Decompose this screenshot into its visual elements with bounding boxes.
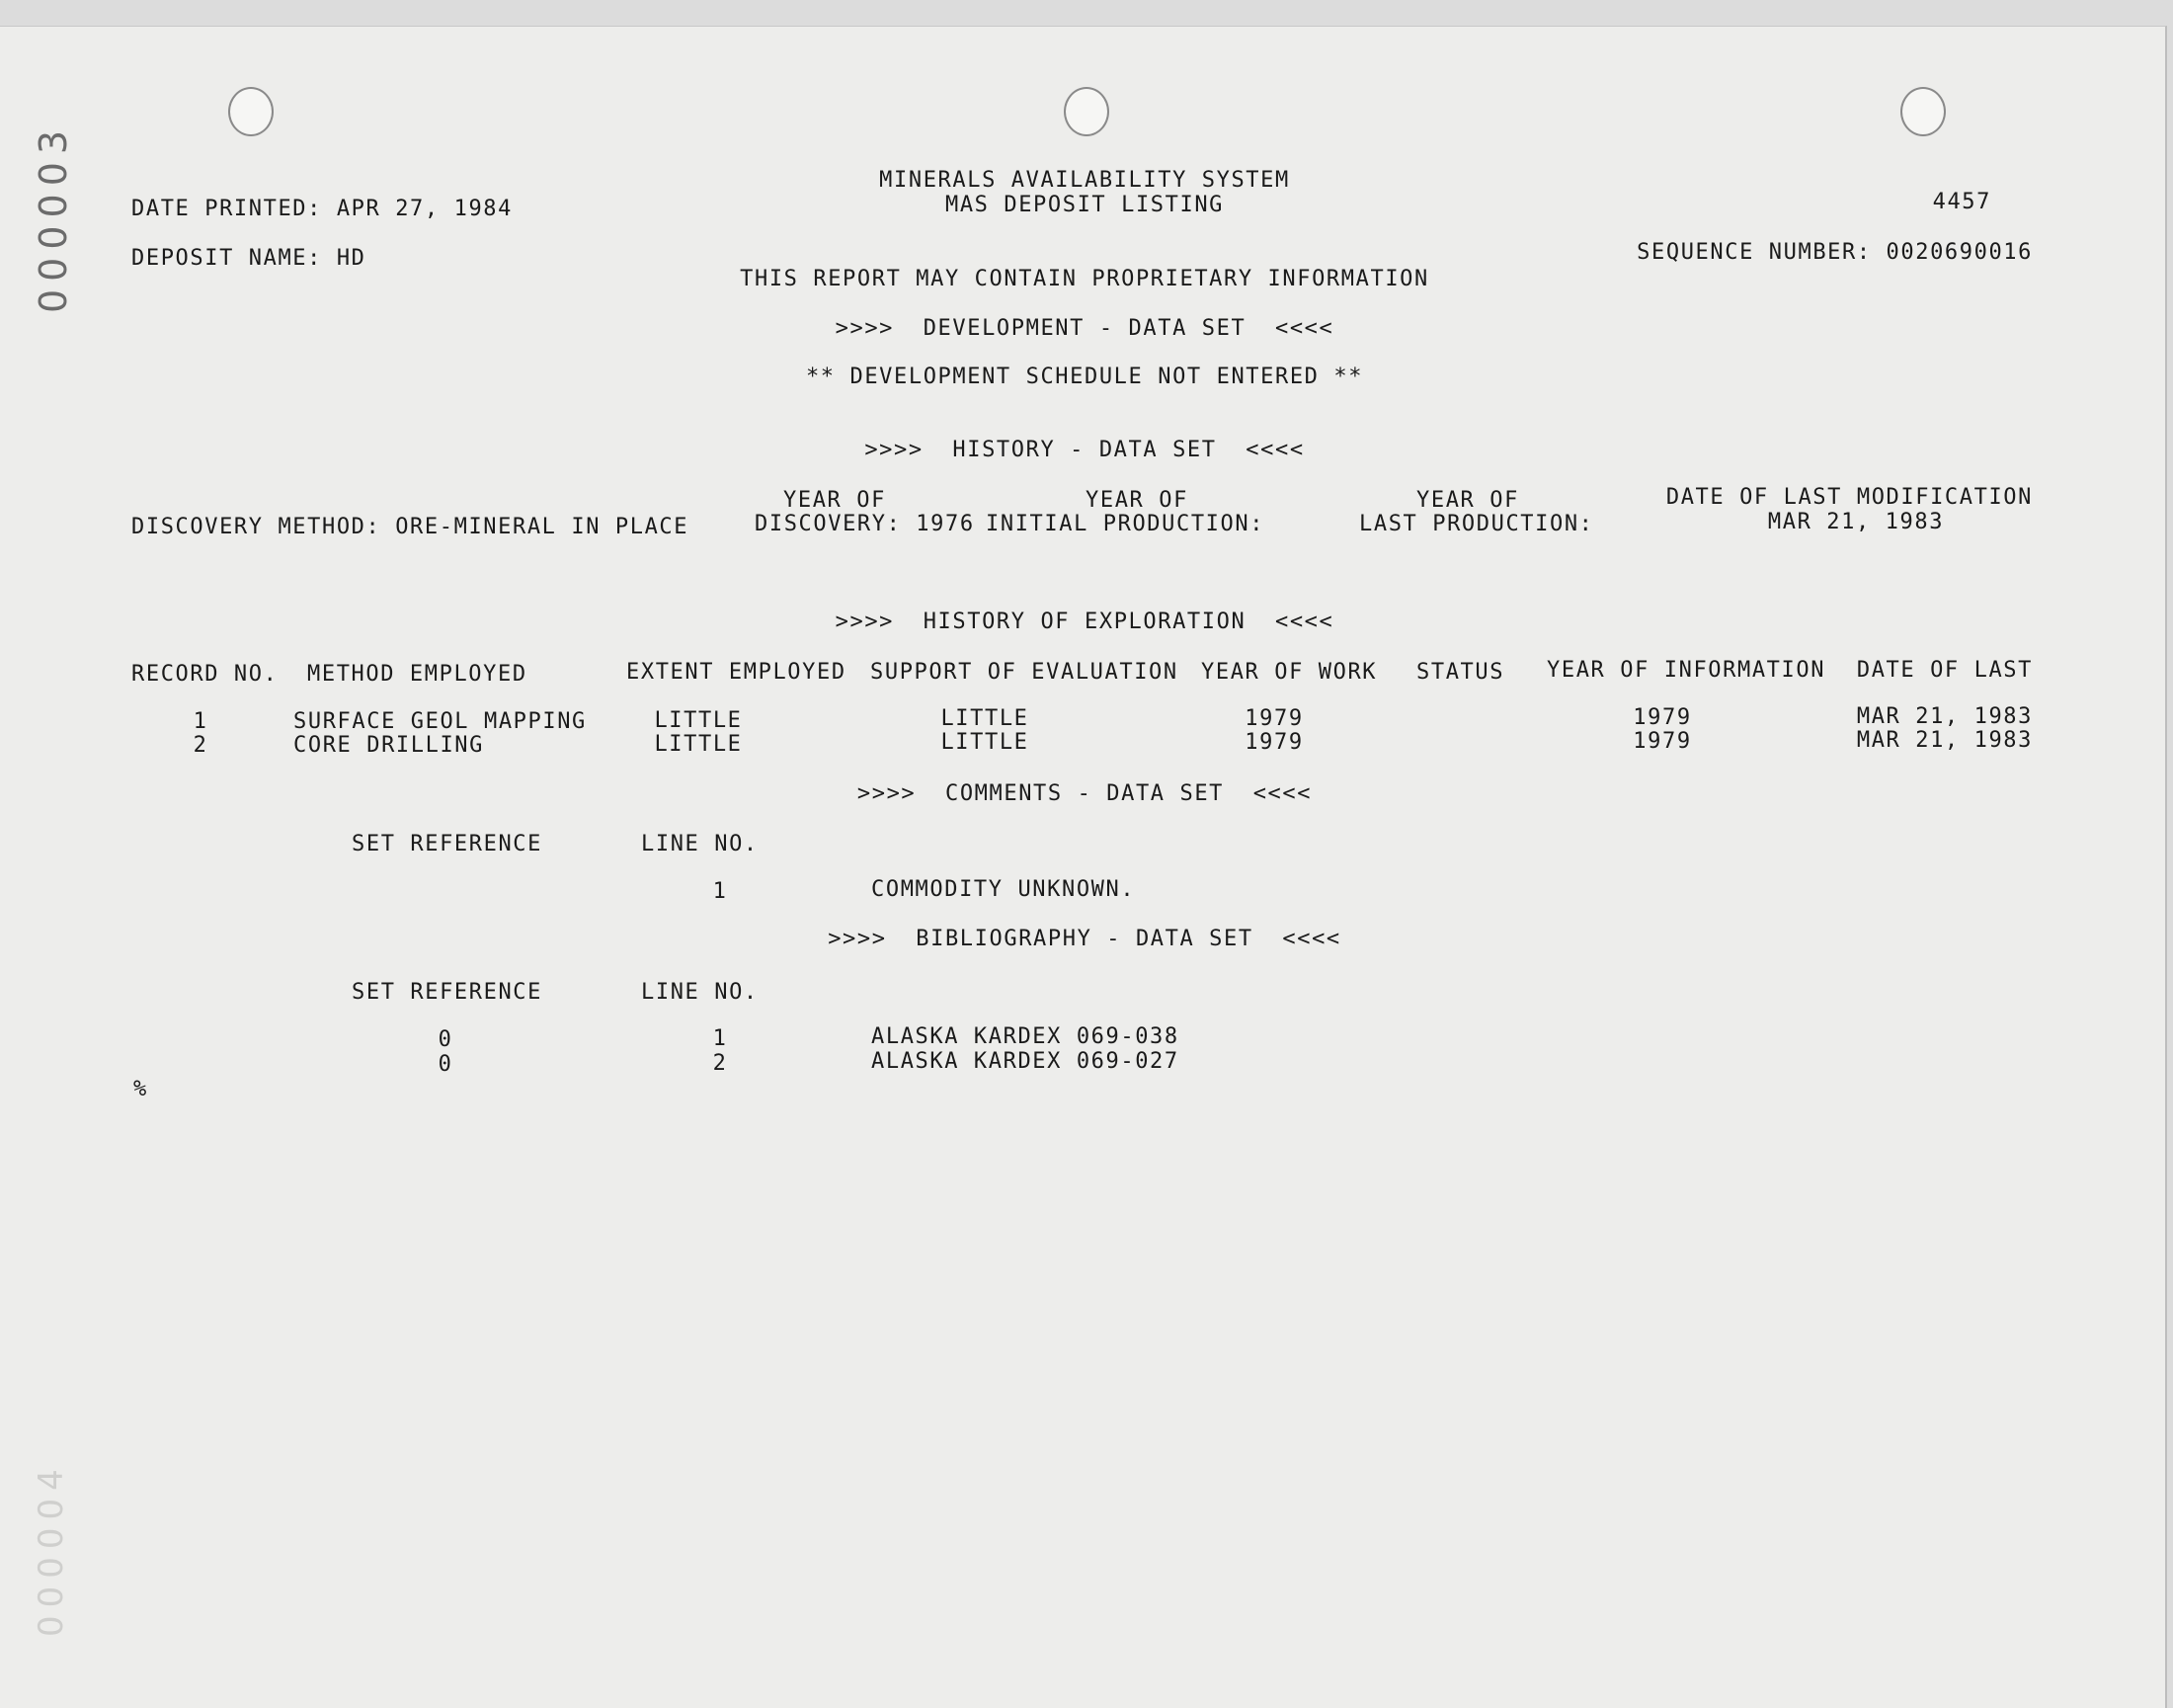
faint-page-stamp: 000004	[32, 1461, 71, 1637]
development-heading: >>>> DEVELOPMENT - DATA SET <<<<	[835, 316, 1334, 341]
comment-line-number: 1	[712, 879, 728, 904]
set-reference: 0	[438, 1052, 453, 1077]
comment-text: COMMODITY UNKNOWN.	[871, 877, 1136, 902]
col-date-of-last: DATE OF LAST	[1856, 658, 2033, 683]
listing-title: MAS DEPOSIT LISTING	[944, 193, 1225, 217]
bibliography-line-number: 1	[712, 1026, 728, 1051]
col-year-of-information: YEAR OF INFORMATION	[1547, 658, 1826, 683]
bibliography-line-number: 2	[712, 1051, 728, 1076]
exploration-heading: >>>> HISTORY OF EXPLORATION <<<<	[835, 610, 1334, 634]
year-of-work: 1979	[1245, 730, 1304, 755]
comments-heading: >>>> COMMENTS - DATA SET <<<<	[856, 781, 1313, 806]
system-title: MINERALS AVAILABILITY SYSTEM	[879, 168, 1290, 193]
date-of-last: MAR 21, 1983	[1856, 728, 2033, 753]
col-status: STATUS	[1416, 660, 1505, 685]
record-number: 1	[193, 709, 208, 734]
discovery-method: DISCOVERY METHOD: ORE-MINERAL IN PLACE	[131, 515, 689, 539]
year-of-last-production-label: YEAR OF	[1416, 488, 1519, 513]
extent-employed: LITTLE	[654, 732, 743, 757]
support-of-evaluation: LITTLE	[940, 706, 1029, 731]
date-of-last: MAR 21, 1983	[1856, 704, 2033, 729]
support-of-evaluation: LITTLE	[940, 730, 1029, 755]
record-number: 2	[193, 733, 208, 758]
date-printed: DATE PRINTED: APR 27, 1984	[131, 197, 513, 221]
year-of-information: 1979	[1633, 729, 1692, 754]
year-of-initial-production-label: YEAR OF	[1086, 488, 1188, 513]
method-employed: SURFACE GEOL MAPPING	[293, 709, 587, 734]
year-of-work: 1979	[1245, 706, 1304, 731]
history-heading: >>>> HISTORY - DATA SET <<<<	[864, 438, 1305, 462]
method-employed: CORE DRILLING	[293, 733, 484, 758]
page-code: 4457	[1932, 190, 1991, 214]
col-record-no: RECORD NO.	[131, 662, 279, 687]
col-method-employed: METHOD EMPLOYED	[307, 662, 527, 687]
initial-production: INITIAL PRODUCTION:	[986, 512, 1265, 536]
printout-page	[0, 26, 2167, 1708]
development-notice: ** DEVELOPMENT SCHEDULE NOT ENTERED **	[805, 365, 1364, 389]
set-reference: 0	[438, 1027, 453, 1052]
sequence-number: SEQUENCE NUMBER: 0020690016	[1637, 240, 2033, 265]
end-marker: %	[133, 1077, 148, 1101]
page-number-stamp: 000003	[32, 122, 75, 313]
bibliography-col-line-no: LINE NO.	[641, 980, 759, 1005]
col-year-of-work: YEAR OF WORK	[1201, 660, 1378, 685]
bibliography-text: ALASKA KARDEX 069-038	[871, 1024, 1179, 1049]
deposit-name: DEPOSIT NAME: HD	[131, 246, 366, 271]
proprietary-notice: THIS REPORT MAY CONTAIN PROPRIETARY INFORMATION	[740, 267, 1429, 291]
punch-hole-left	[228, 87, 274, 136]
bibliography-col-set-reference: SET REFERENCE	[352, 980, 542, 1005]
col-support-of-evaluation: SUPPORT OF EVALUATION	[870, 660, 1178, 685]
punch-hole-center	[1064, 87, 1109, 136]
year-of-discovery-label: YEAR OF	[783, 488, 886, 513]
last-modification-label: DATE OF LAST MODIFICATION	[1665, 485, 2033, 510]
bibliography-heading: >>>> BIBLIOGRAPHY - DATA SET <<<<	[828, 927, 1341, 951]
col-extent-employed: EXTENT EMPLOYED	[626, 660, 846, 685]
year-of-discovery: DISCOVERY: 1976	[755, 512, 975, 536]
punch-hole-right	[1900, 87, 1946, 136]
comments-col-set-reference: SET REFERENCE	[352, 832, 542, 856]
comments-col-line-no: LINE NO.	[641, 832, 759, 856]
last-modification-date: MAR 21, 1983	[1767, 510, 1945, 534]
last-production: LAST PRODUCTION:	[1359, 512, 1594, 536]
bibliography-text: ALASKA KARDEX 069-027	[871, 1049, 1179, 1074]
year-of-information: 1979	[1633, 705, 1692, 730]
extent-employed: LITTLE	[654, 708, 743, 733]
